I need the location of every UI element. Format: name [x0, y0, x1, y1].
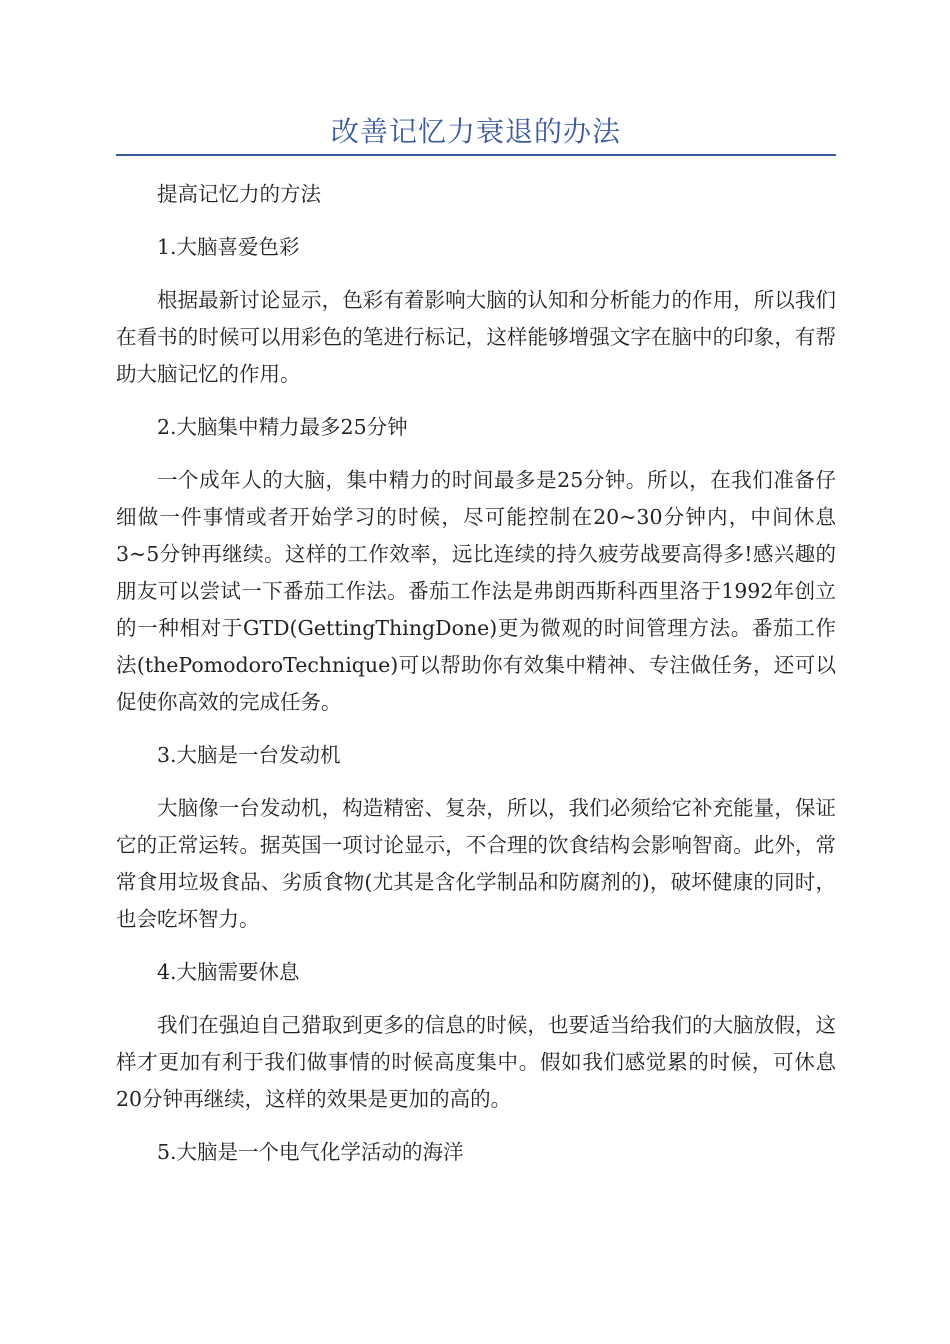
body-paragraph-3: 大脑像一台发动机，构造精密、复杂，所以，我们必须给它补充能量，保证它的正常运转。据英国一项讨论显示，不合理的饮食结构会影响智商。此外，常常食用垃圾食品、劣质食物(尤其是含化学制品和防腐剂的)，破坏健康的同时，也会吃坏智力。 [116, 796, 836, 931]
body-paragraph-1: 根据最新讨论显示，色彩有着影响大脑的认知和分析能力的作用，所以我们在看书的时候可以用彩色的笔进行标记，这样能够增强文字在脑中的印象，有帮助大脑记忆的作用。 [116, 288, 836, 386]
document-page [116, 0, 836, 1344]
section-heading-1: 1.大脑喜爱色彩 [157, 235, 300, 259]
document-title: 改善记忆力衰退的办法 [330, 115, 621, 148]
section-heading-3: 3.大脑是一台发动机 [157, 743, 341, 767]
title-underline [116, 154, 836, 156]
section-heading-methods: 提高记忆力的方法 [157, 182, 321, 206]
body-paragraph-4: 我们在强迫自己猎取到更多的信息的时候，也要适当给我们的大脑放假，这样才更加有利于我们做事情的时候高度集中。假如我们感觉累的时候，可休息20分钟再继续，这样的效果是更加的高的。 [116, 1013, 836, 1111]
section-heading-5: 5.大脑是一个电气化学活动的海洋 [157, 1140, 464, 1164]
section-heading-4: 4.大脑需要休息 [157, 960, 300, 984]
body-paragraph-2: 一个成年人的大脑，集中精力的时间最多是25分钟。所以，在我们准备仔细做一件事情或者开始学习的时候，尽可能控制在20~30分钟内，中间休息3~5分钟再继续。这样的工作效率，远比连续的持久疲劳战要高得多!感兴趣的朋友可以尝试一下番茄工作法。番茄工作法是弗朗西斯科西里洛于1992年创立的一种相对于GTD(GettingThingDone)更为微观的时间管理方法。番茄工作法(thePomodoroTechnique)可以帮助你有效集中精神、专注做任务，还可以促使你高效的完成任务。 [116, 468, 836, 714]
section-heading-2: 2.大脑集中精力最多25分钟 [157, 415, 408, 439]
document-body [116, 176, 836, 1187]
